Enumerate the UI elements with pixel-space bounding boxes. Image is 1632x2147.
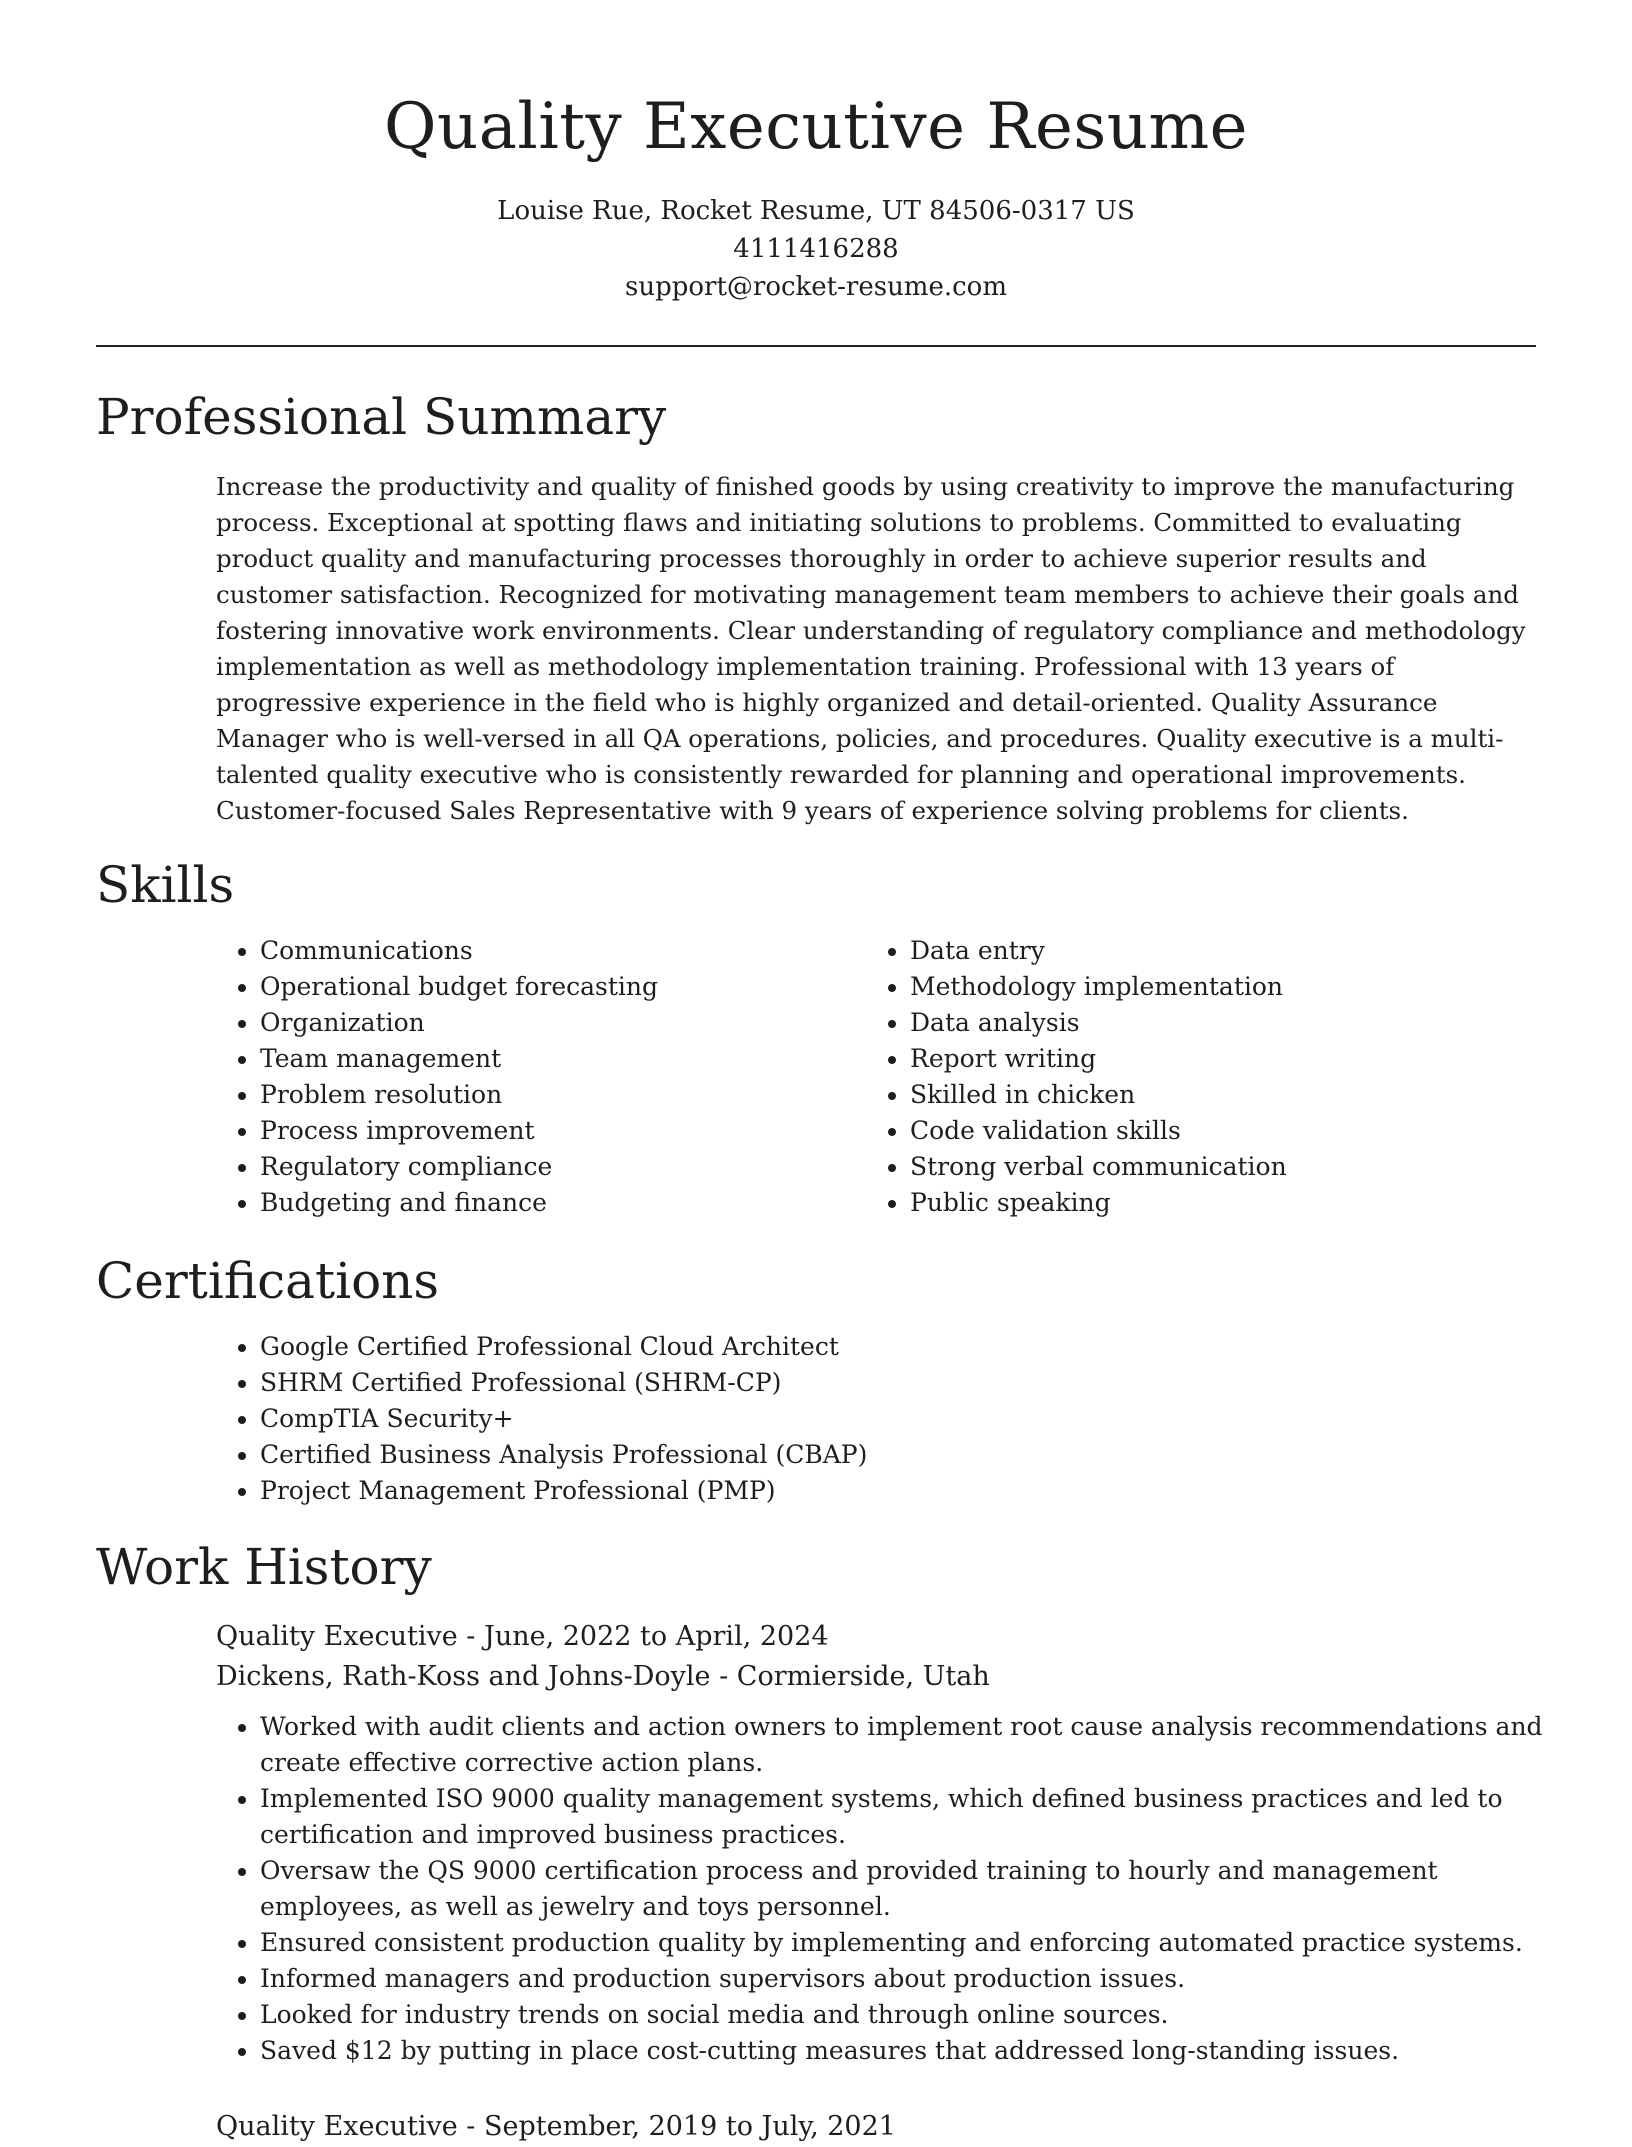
header-divider — [96, 345, 1536, 347]
contact-phone: 4111416288 — [733, 234, 899, 264]
resume-title: Quality Executive Resume — [384, 90, 1248, 164]
skill-item: • Communications — [260, 933, 866, 969]
skills-list-right — [866, 933, 1287, 1221]
job-duties-list — [216, 1709, 1550, 2069]
job-duty-item: • Looked for industry trends on social media and through online sources. — [260, 1997, 1550, 2033]
skill-item: • Strong verbal communication — [910, 1149, 1287, 1185]
summary-text: Increase the productivity and quality of finished goods by using creativity to improve the manufacturing process. Exceptional at spotting flaws and initiating solutions to problems. Committed to evaluating product quality and manufacturing processes thoroughly in order to achieve superior results and customer satisfaction. Recognized for motivating management team members to achieve their goals and fostering innovative work environments. Clear understanding of regulatory compliance and methodology implementation as well as methodology implementation training. Professional with 13 years of progressive experience in the field who is highly organized and detail-oriented. Quality Assurance Manager who is well-versed in all QA operations, policies, and procedures. Quality executive is a multi-talented quality executive who is consistently rewarded for planning and operational improvements. Customer-focused Sales Representative with 9 years of experience solving problems for clients. — [216, 472, 1526, 825]
skills-column-right — [866, 933, 1287, 1221]
summary-heading: Professional Summary — [96, 388, 667, 446]
job-entry — [216, 1617, 1543, 2069]
job-duty-item: • Oversaw the QS 9000 certification process and provided training to hourly and management employees, as well as jewelry and toys personnel. — [260, 1853, 1550, 1925]
job-duty-item: • Informed managers and production supervisors about production issues. — [260, 1961, 1550, 1997]
skill-item: • Data entry — [910, 933, 1287, 969]
summary-section — [96, 385, 1536, 829]
certification-item: • Google Certified Professional Cloud Architect — [260, 1329, 1536, 1365]
work-history-section — [96, 1535, 1543, 2147]
resume-header — [96, 0, 1536, 306]
skill-item: • Skilled in chicken — [910, 1077, 1287, 1113]
work-history-heading: Work History — [96, 1538, 432, 1596]
certification-item: • SHRM Certified Professional (SHRM-CP) — [260, 1365, 1536, 1401]
certification-item: • Project Management Professional (PMP) — [260, 1473, 1536, 1509]
job-duties — [216, 1709, 1543, 2069]
skills-section — [96, 853, 1536, 1221]
contact-address: Louise Rue, Rocket Resume, UT 84506-0317 US — [497, 196, 1135, 226]
skills-column-left — [216, 933, 866, 1221]
skill-item: • Public speaking — [910, 1185, 1287, 1221]
contact-email: support@rocket-resume.com — [624, 272, 1007, 302]
certification-item: • CompTIA Security+ — [260, 1401, 1536, 1437]
job-duty-item: • Saved $12 by putting in place cost-cutting measures that addressed long-standing issues. — [260, 2033, 1550, 2069]
certifications-list-wrap — [216, 1329, 1536, 1509]
skill-item: • Methodology implementation — [910, 969, 1287, 1005]
skills-heading: Skills — [96, 856, 235, 914]
job-company-line: Dickens, Rath-Koss and Johns-Doyle - Cormierside, Utah — [216, 1661, 990, 1692]
skill-item: • Team management — [260, 1041, 866, 1077]
skill-item: • Budgeting and finance — [260, 1185, 866, 1221]
job-entry — [216, 2107, 1536, 2147]
contact-info — [96, 192, 1536, 306]
skill-item: • Process improvement — [260, 1113, 866, 1149]
job-duty-item: • Implemented ISO 9000 quality management systems, which defined business practices and led to certification and improved business practices. — [260, 1781, 1550, 1853]
job-title-line: Quality Executive - September, 2019 to July, 2021 — [216, 2111, 896, 2142]
job-duty-item: • Worked with audit clients and action owners to implement root cause analysis recommendations and create effective corrective action plans. — [260, 1709, 1550, 1781]
skill-item: • Report writing — [910, 1041, 1287, 1077]
skills-columns — [216, 933, 1536, 1221]
job-title-line: Quality Executive - June, 2022 to April, 2024 — [216, 1621, 829, 1652]
skill-item: • Operational budget forecasting — [260, 969, 866, 1005]
skill-item: • Regulatory compliance — [260, 1149, 866, 1185]
skill-item: • Problem resolution — [260, 1077, 866, 1113]
certification-item: • Certified Business Analysis Professional (CBAP) — [260, 1437, 1536, 1473]
certifications-section — [96, 1249, 1536, 1509]
certifications-list — [216, 1329, 1536, 1509]
skill-item: • Code validation skills — [910, 1113, 1287, 1149]
job-duty-item: • Ensured consistent production quality by implementing and enforcing automated practice systems. — [260, 1925, 1550, 1961]
skill-item: • Data analysis — [910, 1005, 1287, 1041]
resume-page — [96, 0, 1543, 2147]
skill-item: • Organization — [260, 1005, 866, 1041]
certifications-heading: Certifications — [96, 1252, 440, 1310]
skills-list-left — [216, 933, 866, 1221]
